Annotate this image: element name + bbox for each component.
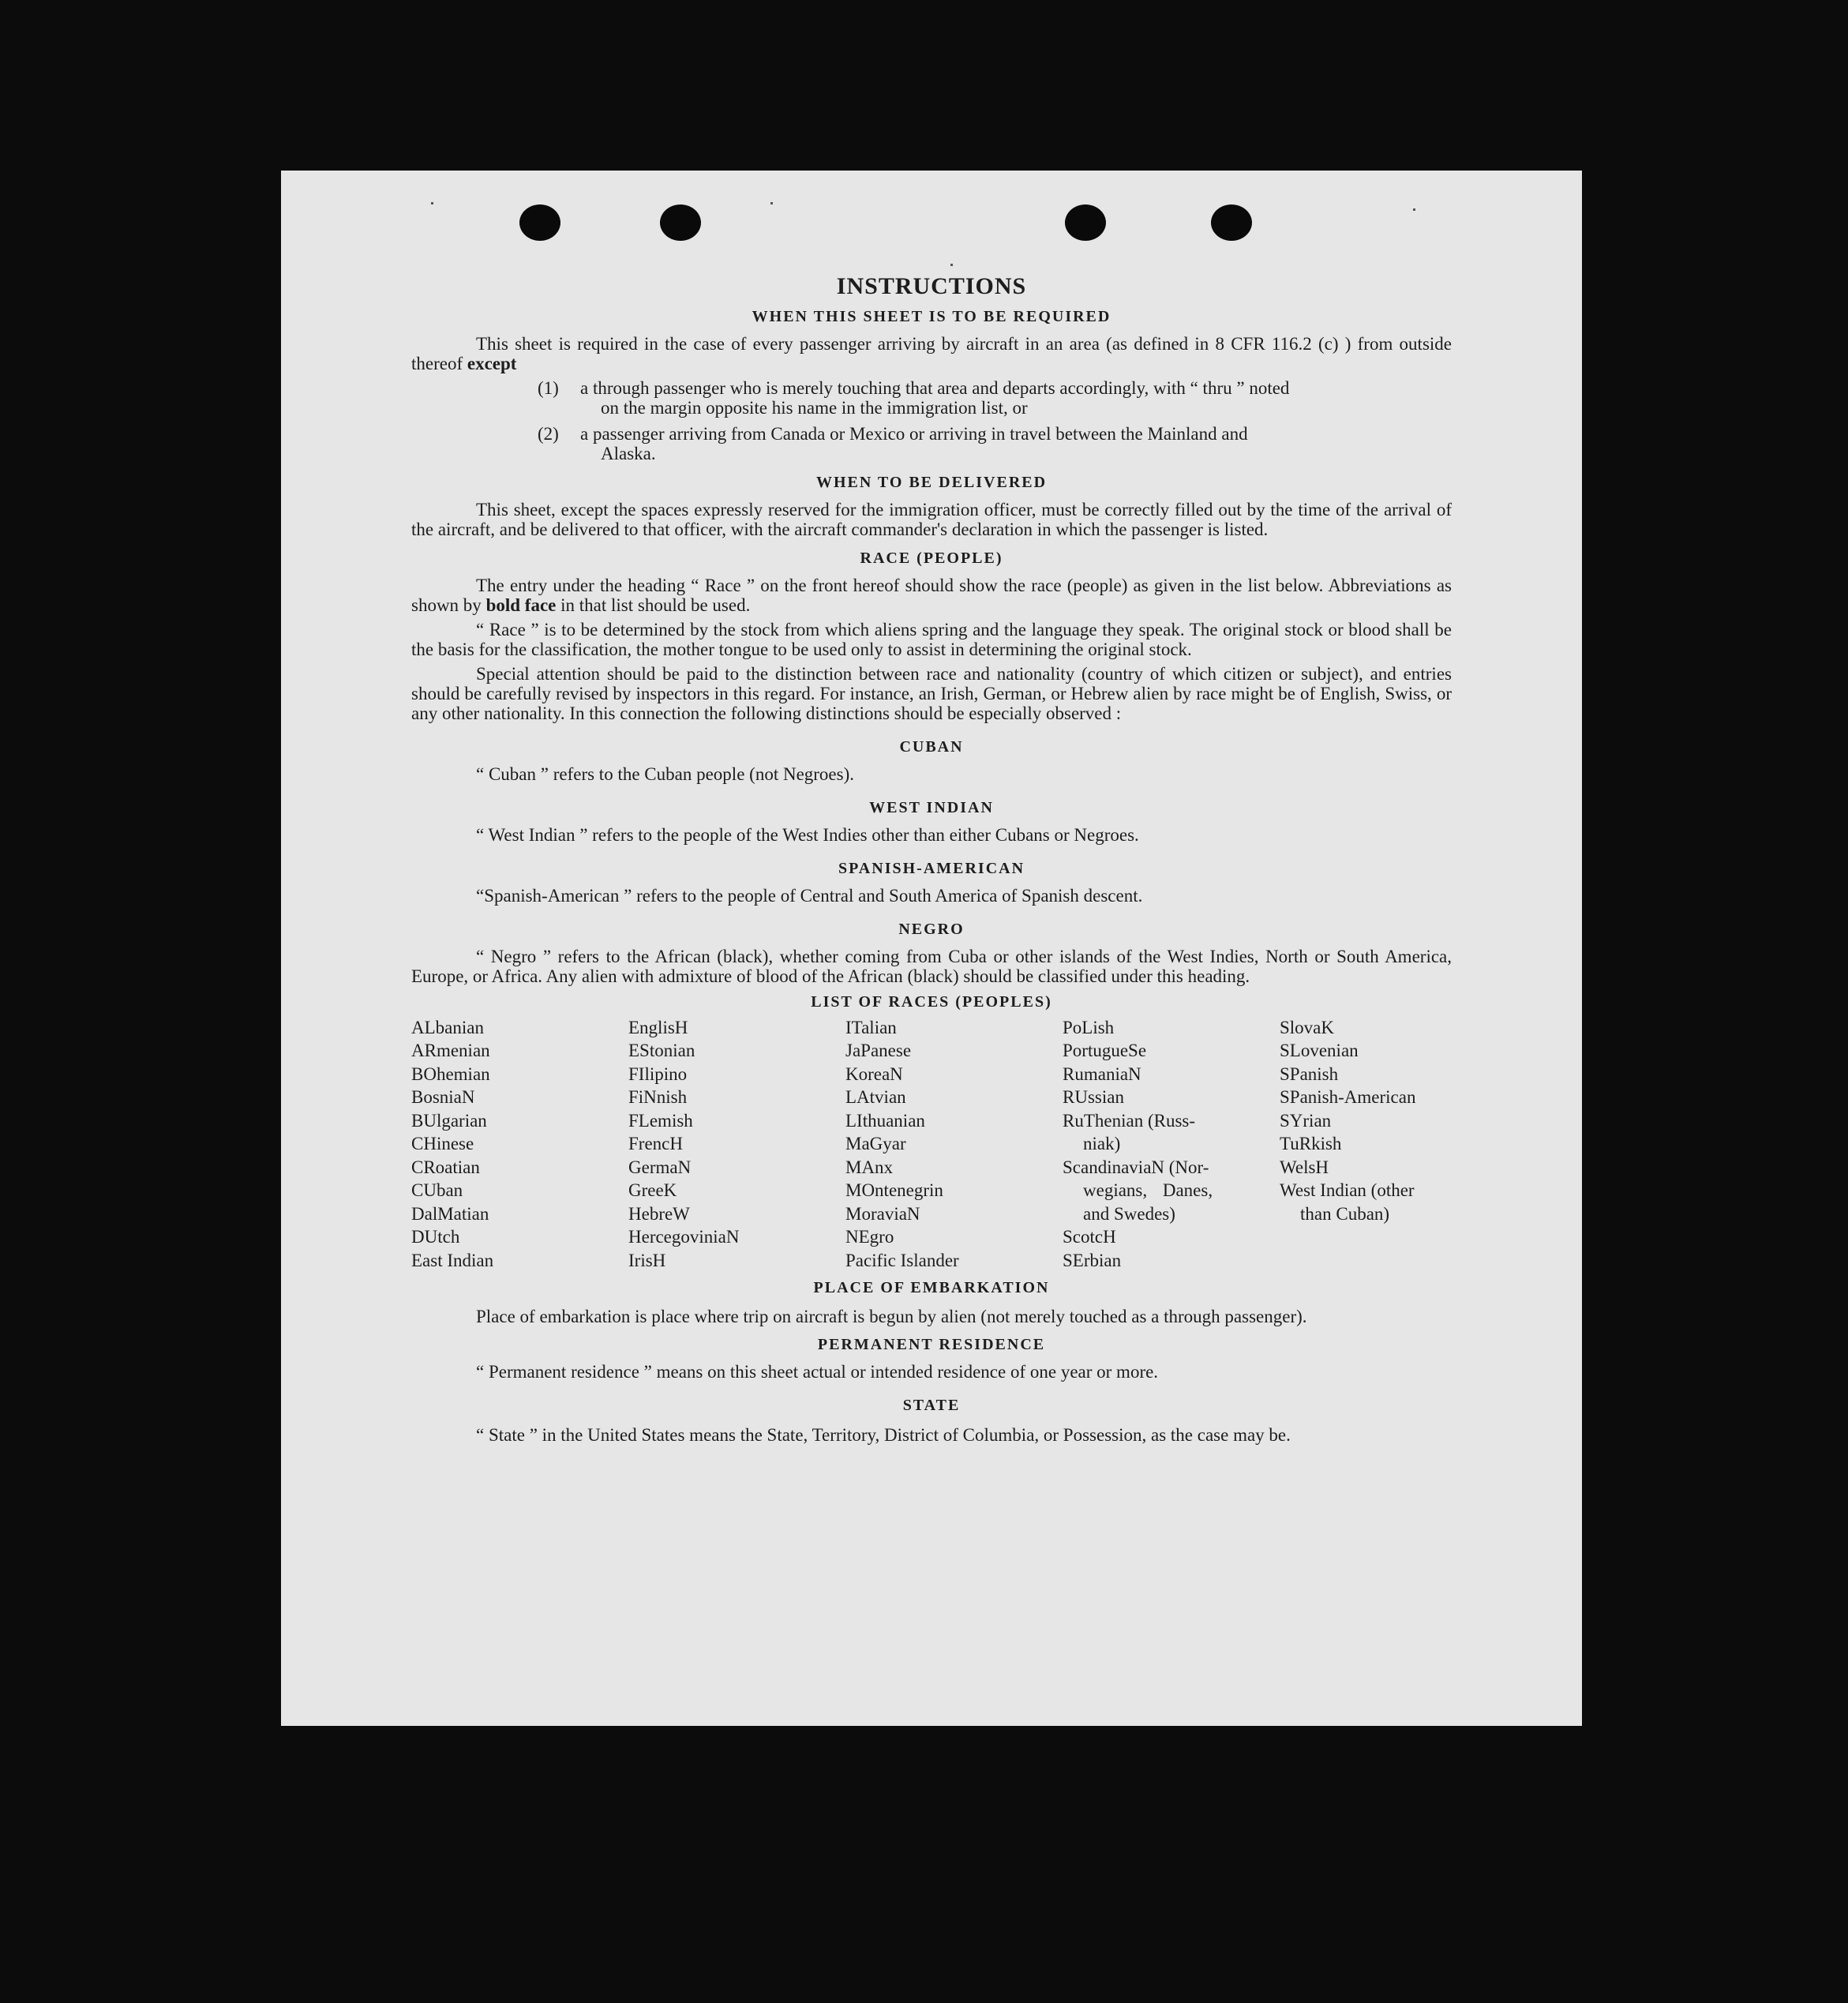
race-entry: ALbanian	[411, 1017, 484, 1037]
race-entry: IrisH	[628, 1250, 666, 1270]
race-entry: BUlgarian	[411, 1110, 487, 1131]
spanish-american-text: “Spanish-American ” refers to the people of Central and South America of Spanish descent.	[476, 885, 1143, 906]
race-entry: East Indian	[411, 1250, 494, 1270]
race-entry: PoLish	[1063, 1017, 1115, 1037]
section-heading-west-indian: WEST INDIAN	[869, 798, 994, 816]
race-entry-continuation: niak)	[1083, 1134, 1121, 1153]
race-entry: SErbian	[1063, 1250, 1122, 1270]
race-entry: PortugueSe	[1063, 1041, 1147, 1060]
punch-hole	[1211, 204, 1252, 241]
race-entry: NEgro	[845, 1227, 894, 1247]
race-entry: CHinese	[411, 1134, 474, 1153]
race-entry: BOhemian	[411, 1063, 490, 1084]
race-entry: ITalian	[845, 1017, 897, 1037]
page-title: INSTRUCTIONS	[836, 273, 1027, 299]
section-heading-residence: PERMANENT RESIDENCE	[817, 1336, 1046, 1353]
race-entry: TuRkish	[1280, 1134, 1342, 1153]
embarkation-text: Place of embarkation is place where trip on aircraft is begun by alien (not merely touched as a through passenger).	[476, 1307, 1307, 1326]
negro-text: “ Negro ” refers to the African (black), whether coming from Cuba or other islands of the West Indies, North or South America, Europe, or Africa. Any alien with admixture of blood of the African (black) should be classified under this heading.	[411, 946, 1452, 986]
race-entry: LIthuanian	[845, 1110, 925, 1131]
race-paragraph-1: The entry under the heading “ Race ” on the front hereof should show the race (people) as given in the list below. Abbreviations as shown by bold face in that list should be used.	[411, 575, 1452, 615]
race-entry: GreeK	[628, 1180, 677, 1200]
race-entry: SLovenian	[1280, 1041, 1359, 1060]
race-entry: MAnx	[845, 1157, 894, 1177]
races-list	[411, 1016, 1452, 1273]
race-entry: EStonian	[628, 1041, 695, 1060]
race-entry: FiNnish	[628, 1087, 688, 1107]
race-entry: HebreW	[628, 1203, 690, 1224]
race-entry: DUtch	[411, 1227, 460, 1247]
race-entry: BosniaN	[411, 1087, 475, 1107]
race-entry: KoreaN	[845, 1063, 903, 1084]
section-heading-race: RACE (PEOPLE)	[860, 549, 1003, 567]
race-entry: FrencH	[628, 1134, 683, 1153]
speck	[950, 264, 953, 266]
section-heading-list-of-races: LIST OF RACES (PEOPLES)	[811, 992, 1052, 1011]
section-heading-state: STATE	[902, 1397, 961, 1414]
west-indian-text: “ West Indian ” refers to the people of the West Indies other than either Cubans or Negroes.	[476, 824, 1139, 845]
race-entry-continuation: wegians, Danes,	[1083, 1180, 1213, 1200]
race-entry: MOntenegrin	[845, 1180, 943, 1200]
instructions-content	[411, 273, 1452, 1448]
races-column-2	[628, 1016, 845, 1273]
section-heading-negro: NEGRO	[898, 920, 965, 938]
race-paragraph-3: Special attention should be paid to the distinction between race and nationality (country of which citizen or subject), and entries should be carefully revised by inspectors in this regard. For instance, an Irish, German, or Hebrew alien by race might be of English, Swiss, or any other nationality. In this connection the following distinctions should be especially observed :	[411, 663, 1452, 723]
required-intro: This sheet is required in the case of every passenger arriving by aircraft in an area (as defined in 8 CFR 116.2 (c) ) from outside thereof except	[411, 333, 1452, 373]
cuban-text: “ Cuban ” refers to the Cuban people (not Negroes).	[476, 763, 855, 784]
race-entry: RuThenian (Russ-	[1063, 1110, 1196, 1131]
residence-text: “ Permanent residence ” means on this sheet actual or intended residence of one year or more.	[476, 1362, 1159, 1382]
document-sheet	[281, 171, 1582, 1726]
punch-hole	[1065, 204, 1106, 241]
race-entry-continuation: than Cuban)	[1300, 1203, 1390, 1224]
race-entry: CRoatian	[411, 1157, 480, 1177]
race-entry: Pacific Islander	[845, 1250, 959, 1270]
speck	[770, 202, 773, 204]
race-entry: West Indian (other	[1280, 1180, 1415, 1200]
state-text: “ State ” in the United States means the State, Territory, District of Columbia, or Possession, as the case may be.	[476, 1425, 1291, 1445]
race-entry: FLemish	[628, 1110, 693, 1131]
race-entry: CUban	[411, 1180, 463, 1200]
race-entry: SPanish-American	[1280, 1087, 1416, 1107]
punch-hole	[660, 204, 701, 241]
race-entry: ScotcH	[1063, 1227, 1116, 1247]
race-entry: ScandinaviaN (Nor-	[1063, 1157, 1209, 1177]
race-entry: JaPanese	[845, 1041, 912, 1060]
races-column-1	[411, 1016, 628, 1273]
race-entry: LAtvian	[845, 1087, 906, 1107]
race-entry: GermaN	[628, 1157, 692, 1177]
race-entry: RUssian	[1063, 1087, 1124, 1107]
race-entry: WelsH	[1280, 1157, 1329, 1177]
section-heading-delivered: WHEN TO BE DELIVERED	[815, 473, 1048, 491]
speck	[1413, 208, 1415, 211]
race-paragraph-2: “ Race ” is to be determined by the stock from which aliens spring and the language they speak. The original stock or blood shall be the basis for the classification, the mother tongue to be used only to assist in determining the original stock.	[411, 619, 1452, 659]
race-entry: MaGyar	[845, 1134, 906, 1153]
race-entry: EnglisH	[628, 1017, 688, 1037]
race-entry: SYrian	[1280, 1110, 1332, 1131]
required-item-2: (2) a passenger arriving from Canada or Mexico or arriving in travel between the Mainland and Alaska.	[538, 423, 1248, 463]
race-entry: HercegoviniaN	[628, 1227, 740, 1247]
races-column-5	[1280, 1016, 1452, 1273]
race-entry: MoraviaN	[845, 1203, 920, 1224]
section-heading-required: WHEN THIS SHEET IS TO BE REQUIRED	[752, 307, 1111, 325]
race-entry: ARmenian	[411, 1041, 490, 1060]
section-heading-spanish-american: SPANISH-AMERICAN	[838, 859, 1025, 877]
race-entry-continuation: and Swedes)	[1083, 1203, 1175, 1224]
races-column-3	[845, 1016, 1063, 1273]
races-column-4	[1063, 1016, 1280, 1273]
delivered-text: This sheet, except the spaces expressly reserved for the immigration officer, must be correctly filled out by the time of the arrival of the aircraft, and be delivered to that officer, with the aircraft commander's declaration in which the passenger is listed.	[411, 499, 1452, 539]
required-item-1: (1) a through passenger who is merely touching that area and departs accordingly, with “ thru ” noted on the margin opposite his name in the immigration list, or	[538, 377, 1290, 418]
race-entry: SlovaK	[1280, 1017, 1334, 1037]
section-heading-cuban: CUBAN	[899, 737, 964, 756]
speck	[431, 202, 433, 204]
race-entry: RumaniaN	[1063, 1063, 1141, 1084]
race-entry: DalMatian	[411, 1203, 489, 1224]
race-entry: FIlipino	[628, 1063, 688, 1084]
section-heading-embarkation: PLACE OF EMBARKATION	[813, 1279, 1050, 1296]
punch-hole	[519, 204, 560, 241]
race-entry: SPanish	[1280, 1063, 1339, 1084]
